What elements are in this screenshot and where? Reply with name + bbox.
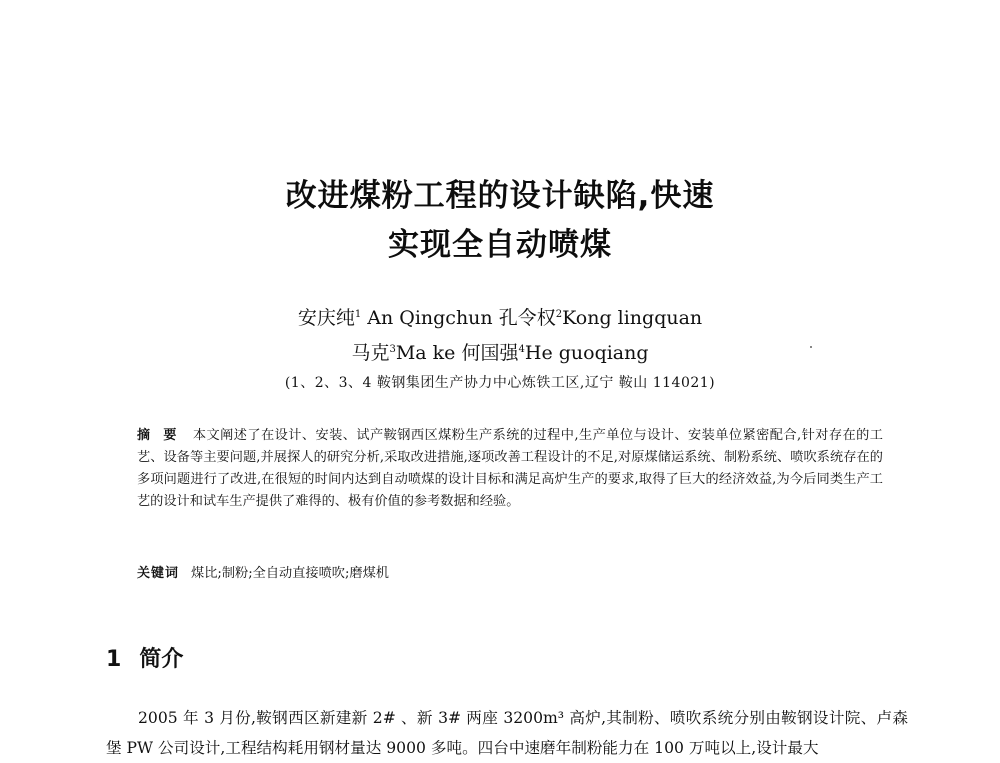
author-name-cn: 孔令权 <box>498 307 556 329</box>
section-heading <box>106 642 183 673</box>
author-name-en: An Qingchun <box>367 307 493 329</box>
keywords <box>137 562 883 581</box>
section-number: 1 <box>106 647 122 672</box>
abstract-text: 本文阐述了在设计、安装、试产鞍钢西区煤粉生产系统的过程中,生产单位与设计、安装单位紧密配合,针对存在的工艺、设备等主要问题,并展探人的研究分析,采取改进措施,逐项改善工程设计的不足,对原煤储运系统、制粉系统、喷吹系统存在的多项问题进行了改进,在很短的时间内达到自动喷煤的设计目标和满足高炉生产的要求,取得了巨大的经济效益,为今后同类生产工艺的设计和试车生产提供了难得的、极有价值的参考数据和经验。 <box>137 428 883 509</box>
scan-speck <box>810 346 812 348</box>
paper-title-line-2: 实现全自动喷煤 <box>388 227 612 263</box>
author-name-cn: 何国强 <box>461 342 519 364</box>
author-name-cn: 安庆纯 <box>297 307 355 329</box>
author-line-1 <box>0 302 1000 331</box>
author-affil-marker: 2 <box>555 309 563 320</box>
author-affil-marker: 1 <box>354 309 362 320</box>
affiliation: (1、2、3、4 鞍钢集团生产协力中心炼铁工区,辽宁 鞍山 114021) <box>284 375 716 391</box>
keywords-text: 煤比;制粉;全自动直接喷吹;磨煤机 <box>191 566 389 581</box>
author-name-en: Kong lingquan <box>562 307 703 329</box>
section-title: 简介 <box>139 647 184 672</box>
keywords-label: 关键词 <box>137 566 180 581</box>
body-paragraph: 2005 年 3 月份,鞍钢西区新建新 2# 、新 3# 两座 3200m³ 高炉,其制粉、喷吹系统分别由鞍钢设计院、卢森堡 PW 公司设计,工程结构耗用钢材量达 9000 多吨。四台中速磨年制粉能力在 100 万吨以上,设计最大 <box>106 709 908 757</box>
author-line-2 <box>0 337 1000 366</box>
abstract-label: 摘 要 <box>137 428 181 443</box>
author-name-cn: 马克 <box>351 342 390 364</box>
paper-title-line-1: 改进煤粉工程的设计缺陷,快速 <box>285 178 715 214</box>
abstract <box>137 425 883 513</box>
author-affil-marker: 4 <box>518 344 525 355</box>
author-name-en: He guoqiang <box>524 342 649 364</box>
author-name-en: Ma ke <box>395 342 456 364</box>
author-affil-marker: 3 <box>389 344 396 355</box>
